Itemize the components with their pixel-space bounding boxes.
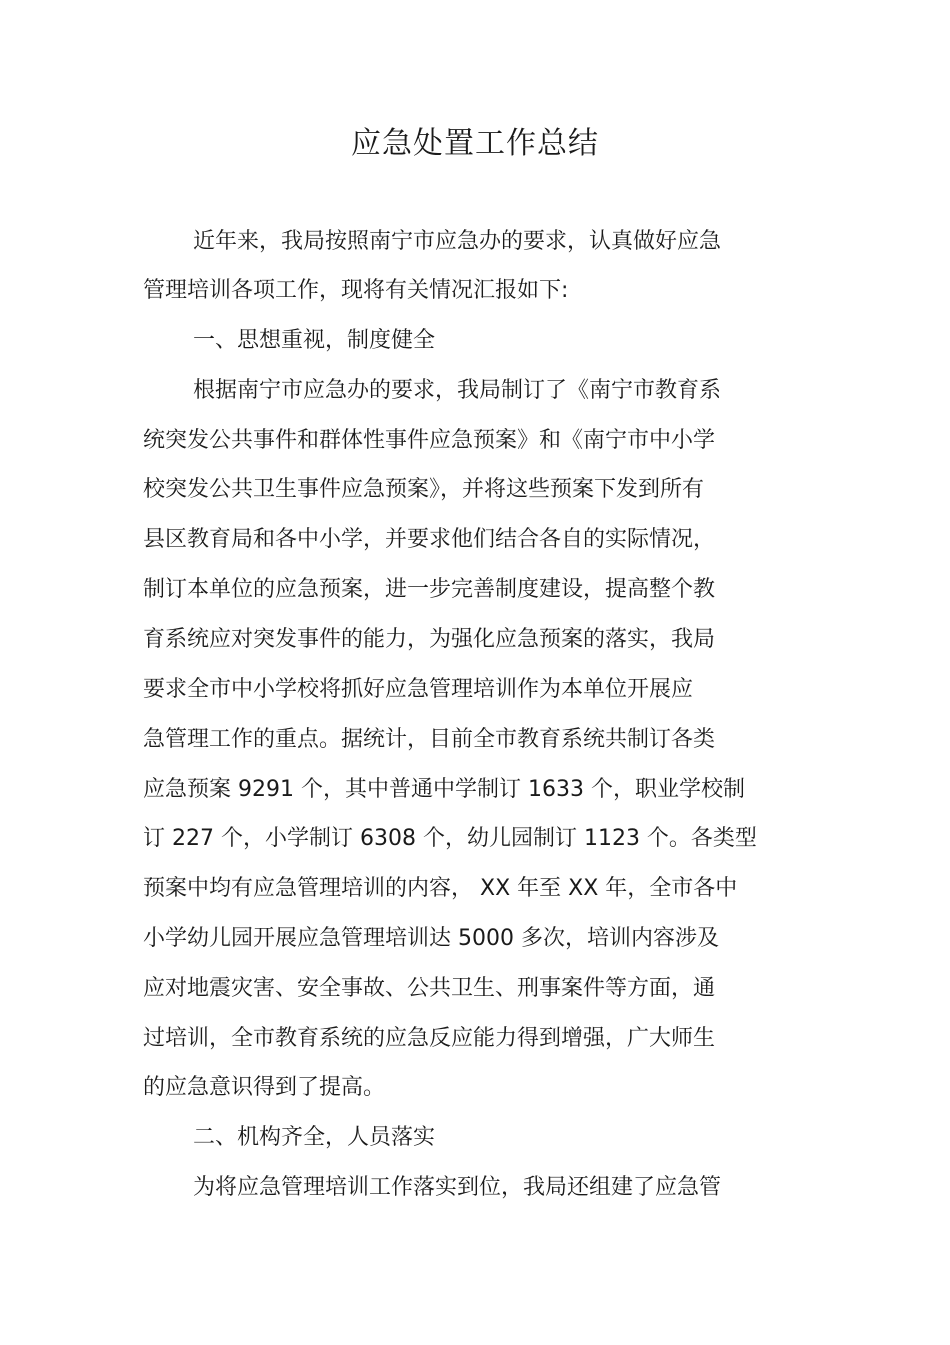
paragraph-line: 过培训，全市教育系统的应急反应能力得到增强，广大师生: [143, 1026, 716, 1051]
paragraph-line: 急管理工作的重点。据统计，目前全市教育系统共制订各类: [143, 727, 716, 752]
paragraph-line: 要求全市中小学校将抓好应急管理培训作为本单位开展应: [143, 677, 694, 702]
paragraph-line: 订 227 个，小学制订 6308 个，幼儿园制订 1123 个。各类型: [143, 826, 757, 851]
section-heading: 一、思想重视，制度健全: [193, 328, 436, 353]
paragraph-line: 育系统应对突发事件的能力，为强化应急预案的落实，我局: [143, 627, 716, 652]
paragraph-line: 近年来，我局按照南宁市应急办的要求，认真做好应急: [193, 229, 722, 254]
section-heading: 二、机构齐全，人员落实: [193, 1125, 436, 1150]
document-title: 应急处置工作总结: [351, 126, 599, 161]
paragraph-line: 根据南宁市应急办的要求，我局制订了《南宁市教育系: [193, 378, 722, 403]
paragraph-line: 制订本单位的应急预案，进一步完善制度建设，提高整个教: [143, 577, 716, 602]
paragraph-line: 预案中均有应急管理培训的内容， XX 年至 XX 年，全市各中: [143, 876, 738, 901]
paragraph-line: 管理培训各项工作，现将有关情况汇报如下:: [143, 278, 569, 303]
paragraph-line: 校突发公共卫生事件应急预案》，并将这些预案下发到所有: [143, 477, 705, 502]
paragraph-line: 为将应急管理培训工作落实到位，我局还组建了应急管: [193, 1175, 722, 1200]
paragraph-line: 应急预案 9291 个，其中普通中学制订 1633 个，职业学校制: [143, 777, 745, 802]
paragraph-line: 县区教育局和各中小学，并要求他们结合各自的实际情况，: [143, 527, 716, 552]
paragraph-line: 小学幼儿园开展应急管理培训达 5000 多次，培训内容涉及: [143, 926, 719, 951]
paragraph-line: 的应急意识得到了提高。: [143, 1075, 386, 1100]
paragraph-line: 统突发公共事件和群体性事件应急预案》和《南宁市中小学: [143, 428, 716, 453]
paragraph-line: 应对地震灾害、安全事故、公共卫生、刑事案件等方面，通: [143, 976, 716, 1001]
